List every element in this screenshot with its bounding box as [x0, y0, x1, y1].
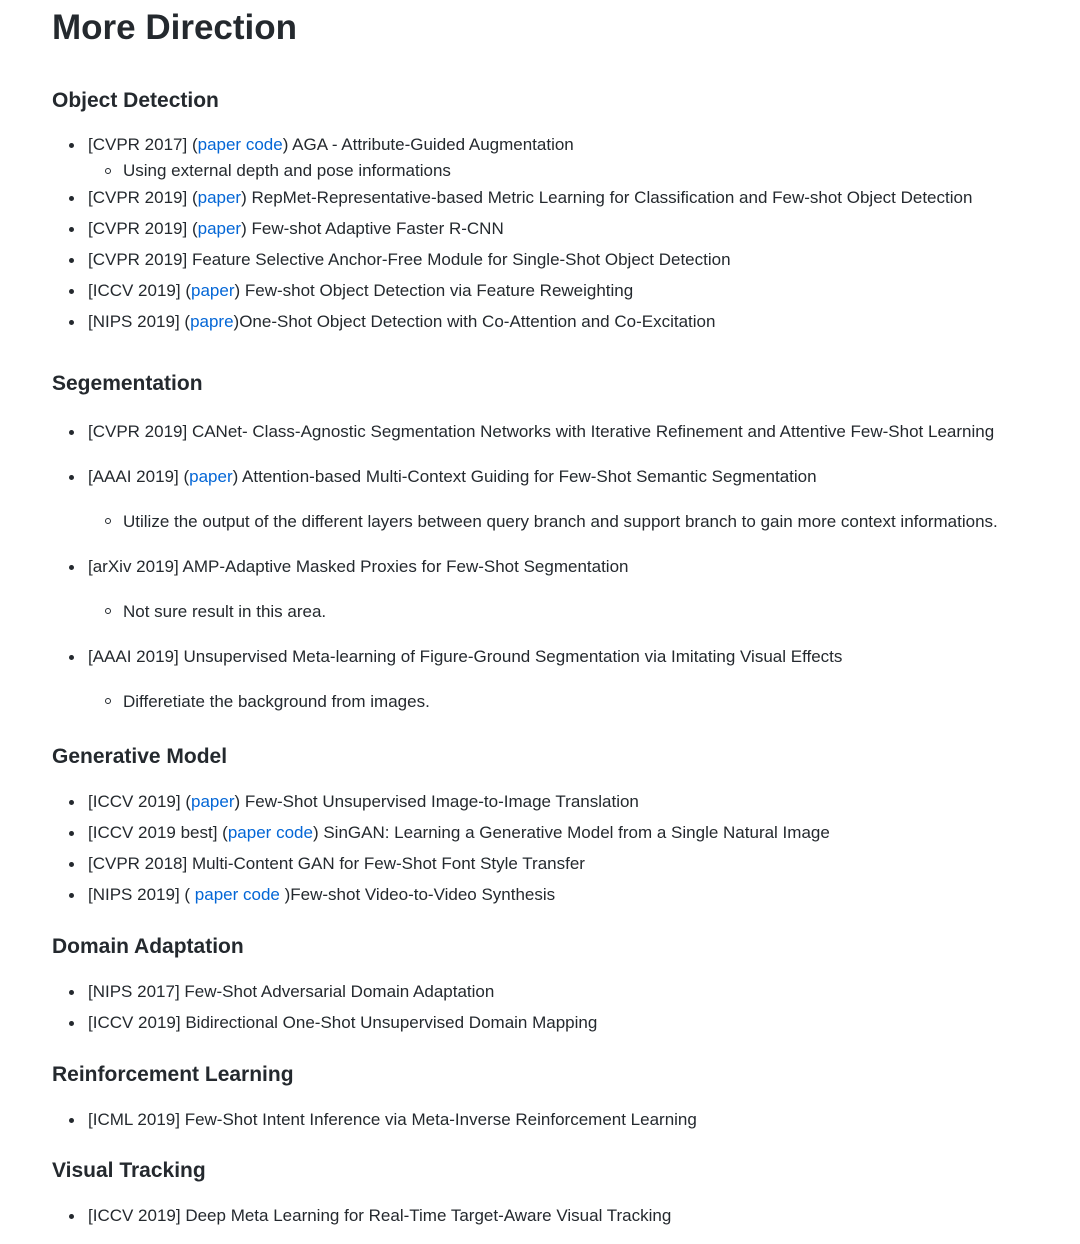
- paper-list: [52, 1200, 1062, 1231]
- section-reinforcement-learning: [52, 1062, 1062, 1135]
- section-heading: Reinforcement Learning: [52, 1063, 294, 1086]
- paper-link[interactable]: paper: [194, 885, 239, 904]
- section-heading: Object Detection: [52, 89, 219, 112]
- section-heading: Visual Tracking: [52, 1159, 206, 1182]
- paper-list: [52, 409, 1062, 724]
- list-item: [AAAI 2019] (paper) Attention-based Multi-Context Guiding for Few-Shot Semantic Segmentation: [52, 454, 1062, 499]
- sub-list-item: Not sure result in this area.: [52, 589, 1062, 634]
- section-segmentation: [52, 371, 1062, 724]
- paper-link[interactable]: paper: [191, 792, 235, 811]
- list-item: [ICCV 2019] Deep Meta Learning for Real-Time Target-Aware Visual Tracking: [52, 1200, 1062, 1231]
- paper-link[interactable]: paper: [189, 467, 233, 486]
- sub-list-item: Using external depth and pose informations: [52, 160, 1062, 182]
- paper-link[interactable]: paper: [227, 823, 272, 842]
- list-item: [CVPR 2018] Multi-Content GAN for Few-Shot Font Style Transfer: [52, 848, 1062, 879]
- list-item: [NIPS 2017] Few-Shot Adversarial Domain Adaptation: [52, 976, 1062, 1007]
- paper-link[interactable]: papre: [190, 312, 234, 331]
- list-item: [ICCV 2019] Bidirectional One-Shot Unsupervised Domain Mapping: [52, 1007, 1062, 1038]
- section-heading: Domain Adaptation: [52, 935, 244, 958]
- section-visual-tracking: [52, 1158, 1062, 1231]
- paper-list: [52, 976, 1062, 1038]
- section-object-detection: [52, 88, 1062, 337]
- list-item: [NIPS 2019] (papre)One-Shot Object Detection with Co-Attention and Co-Excitation: [52, 306, 1062, 337]
- paper-list: [52, 1104, 1062, 1135]
- list-item: [AAAI 2019] Unsupervised Meta-learning of Figure-Ground Segmentation via Imitating Visual Effects: [52, 634, 1062, 679]
- paper-link[interactable]: paper: [197, 188, 242, 207]
- list-item: [ICCV 2019] (paper) Few-shot Object Detection via Feature Reweighting: [52, 275, 1062, 306]
- list-item: [CVPR 2017] (paper code) AGA - Attribute-Guided Augmentation: [52, 129, 1062, 160]
- code-link[interactable]: code: [276, 823, 313, 842]
- list-item: [ICCV 2019 best] (paper code) SinGAN: Learning a Generative Model from a Single Natural Image: [52, 817, 1062, 848]
- section-heading: Generative Model: [52, 745, 228, 768]
- list-item: [ICCV 2019] (paper) Few-Shot Unsupervised Image-to-Image Translation: [52, 786, 1062, 817]
- list-item: [ICML 2019] Few-Shot Intent Inference via Meta-Inverse Reinforcement Learning: [52, 1104, 1062, 1135]
- paper-link[interactable]: paper: [197, 135, 242, 154]
- sub-list-item: Utilize the output of the different layers between query branch and support branch to gain more context informations.: [52, 499, 1062, 544]
- paper-list: [52, 129, 1062, 337]
- paper-link[interactable]: paper: [191, 281, 235, 300]
- list-item: [CVPR 2019] Feature Selective Anchor-Free Module for Single-Shot Object Detection: [52, 244, 1062, 275]
- section-generative-model: [52, 744, 1062, 910]
- sub-list-item: Differetiate the background from images.: [52, 679, 1062, 724]
- section-domain-adaptation: [52, 934, 1062, 1038]
- paper-link[interactable]: paper: [197, 219, 242, 238]
- code-link[interactable]: code: [245, 135, 283, 154]
- paper-list: [52, 786, 1062, 910]
- list-item: [CVPR 2019] (paper) RepMet-Representative-based Metric Learning for Classification and Few-shot Object Detection: [52, 182, 1062, 213]
- code-link[interactable]: code: [243, 885, 280, 904]
- list-item: [CVPR 2019] CANet- Class-Agnostic Segmentation Networks with Iterative Refinement and Attentive Few-Shot Learning: [52, 409, 1062, 454]
- list-item: [NIPS 2019] ( paper code )Few-shot Video-to-Video Synthesis: [52, 879, 1062, 910]
- section-heading: Segementation: [52, 372, 203, 395]
- markdown-body: [52, 0, 1062, 1231]
- list-item: [CVPR 2019] (paper) Few-shot Adaptive Faster R-CNN: [52, 213, 1062, 244]
- list-item: [arXiv 2019] AMP-Adaptive Masked Proxies for Few-Shot Segmentation: [52, 544, 1062, 589]
- page-title: More Direction: [52, 8, 298, 47]
